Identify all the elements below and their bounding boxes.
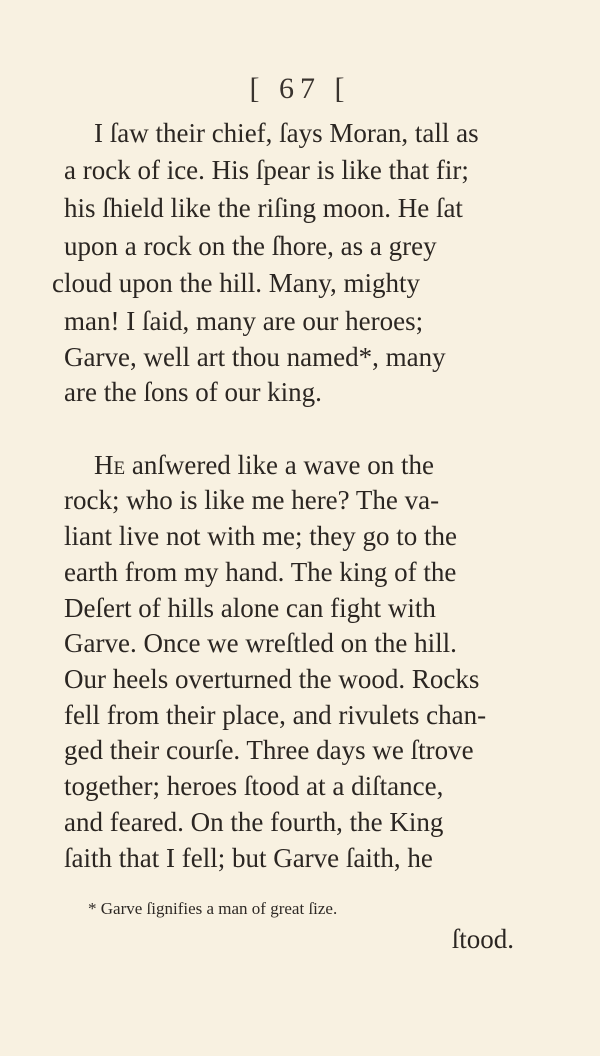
text-line-content: man! I ſaid, many are our heroes; [64, 306, 424, 336]
text-line-content: ged their courſe. Three days we ſtrove [64, 735, 474, 765]
text-line-content [94, 450, 434, 480]
text-line-content: cloud upon the hill. Many, mighty [52, 268, 420, 298]
lead-word: He [94, 450, 126, 480]
catchword: ſtood. [451, 924, 514, 954]
text-line-content: I ſaw their chief, ſays Moran, tall as [94, 118, 479, 148]
text-line-content: Our heels overturned the wood. Rocks [64, 664, 480, 694]
text-line-content: rock; who is like me here? The va- [64, 485, 440, 515]
text-line-content: ſaith that I fell; but Garve ſaith, he [64, 843, 433, 873]
text-line-content: are the ſons of our king. [64, 377, 322, 407]
text-line-content: upon a rock on the ſhore, as a grey [64, 231, 437, 261]
text-line-content: together; heroes ſtood at a diſtance, [64, 771, 444, 801]
page-number: [ 67 [ [249, 72, 351, 105]
text-line-content: Garve, well art thou named*, many [64, 342, 446, 372]
text-line-content: a rock of ice. His ſpear is like that fir; [64, 155, 469, 185]
text-line-content: fell from their place, and rivulets chan- [64, 700, 487, 730]
text-line-content: liant live not with me; they go to the [64, 521, 457, 551]
footnote: * Garve ſignifies a man of great ſize. [88, 899, 338, 918]
text-line-content: his ſhield like the riſing moon. He ſat [64, 193, 463, 223]
text-line-content: earth from my hand. The king of the [64, 557, 457, 587]
text-line-content: Garve. Once we wreſtled on the hill. [64, 628, 457, 658]
text-line-content: Deſert of hills alone can fight with [64, 593, 436, 623]
text-line-content: and feared. On the fourth, the King [64, 807, 444, 837]
first-line-rest: anſwered like a wave on the [131, 450, 434, 480]
